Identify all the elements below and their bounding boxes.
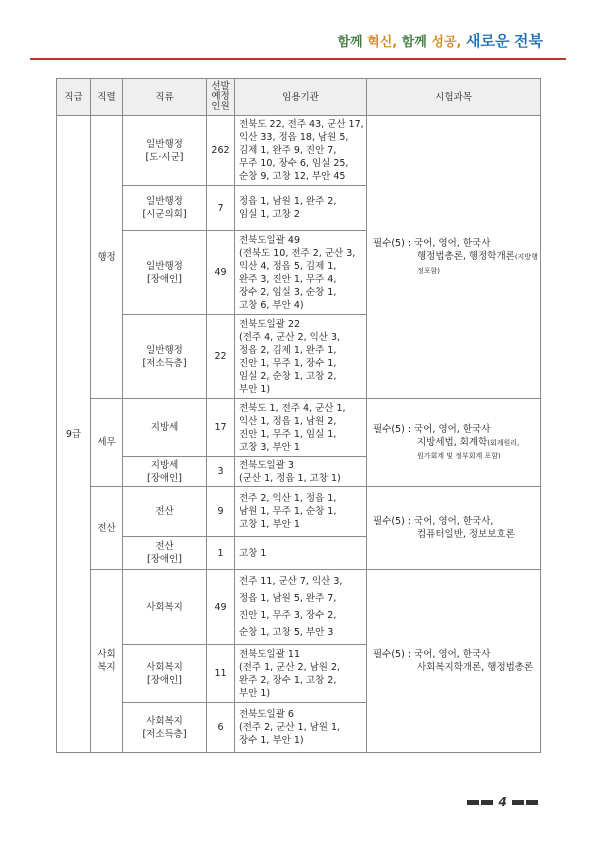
slogan-part: 성공,	[431, 35, 462, 50]
type-cell: 지방세	[123, 399, 207, 457]
count-cell: 49	[207, 231, 235, 315]
org-cell: 전북도일괄 3 (군산 1, 정읍 1, 고창 1)	[235, 457, 367, 487]
header-cell: 임용기관	[235, 79, 367, 116]
table-row	[57, 487, 541, 537]
subject-line: 필수(5) : 국어, 영어, 한국사,	[373, 516, 494, 527]
header-cell: 직렬	[91, 79, 123, 116]
subject-text: 지방세법, 회계학	[417, 436, 488, 448]
table-row	[57, 399, 541, 457]
type-cell: 지방세 [장애인]	[123, 457, 207, 487]
count-cell: 7	[207, 186, 235, 231]
count-cell: 3	[207, 457, 235, 487]
slogan-part: 전북	[514, 32, 543, 50]
header-cell: 직류	[123, 79, 207, 116]
subject-cell	[367, 399, 541, 487]
org-cell: 고창 1	[235, 537, 367, 570]
type-cell: 일반행정 [장애인]	[123, 231, 207, 315]
subject-note: 원가회계 및 정부회계 포함)	[417, 451, 501, 460]
footer-bar	[526, 800, 538, 805]
table-header-row	[57, 79, 541, 116]
slogan-part: 혁신,	[367, 35, 398, 50]
subject-line: 필수(5) : 국어, 영어, 한국사	[373, 649, 491, 660]
count-cell: 1	[207, 537, 235, 570]
footer-bar	[467, 800, 479, 805]
series-cell: 사회 복지	[91, 570, 123, 753]
table-row	[57, 116, 541, 186]
header-cell: 선발 예정 인원	[207, 79, 235, 116]
org-cell: 전북도일괄 6 (전주 2, 군산 1, 남원 1, 장수 1, 부안 1)	[235, 703, 367, 753]
count-cell: 9	[207, 487, 235, 537]
type-cell: 일반행정 [도·시군]	[123, 116, 207, 186]
subject-line: 필수(5) : 국어, 영어, 한국사	[373, 237, 491, 249]
series-cell: 전산	[91, 487, 123, 570]
page-footer	[466, 795, 539, 809]
count-cell: 22	[207, 315, 235, 399]
slogan-part: 함께	[401, 35, 427, 50]
subject-cell	[367, 570, 541, 753]
org-cell: 전북도일괄 49 (전북도 10, 전주 2, 군산 3, 익산 4, 정읍 5, 김제 1, 완주 3, 진안 1, 무주 4, 장수 2, 임실 3, 순창 1, 고창 6, 부안 4)	[235, 231, 367, 315]
subject-note: (지방행정포함)	[417, 252, 538, 275]
slogan-part: 새로운	[466, 32, 510, 50]
count-cell: 6	[207, 703, 235, 753]
subject-line: 필수(5) : 국어, 영어, 한국사	[373, 423, 491, 435]
org-cell: 전주 2, 익산 1, 정읍 1, 남원 1, 무주 1, 순창 1, 고창 1, 부안 1	[235, 487, 367, 537]
series-cell: 행정	[91, 116, 123, 399]
org-cell: 전북도일괄 11 (전주 1, 군산 2, 남원 2, 완주 2, 장수 1, 고창 2, 부안 1)	[235, 645, 367, 703]
series-cell: 세무	[91, 399, 123, 487]
subject-line	[373, 436, 538, 450]
org-cell: 정읍 1, 남원 1, 완주 2, 임실 1, 고창 2	[235, 186, 367, 231]
footer-bar	[481, 800, 493, 805]
org-cell: 전주 11, 군산 7, 익산 3, 정읍 1, 남원 5, 완주 7, 진안 1, 무주 3, 장수 2, 순창 1, 고창 5, 부안 3	[235, 570, 367, 645]
slogan	[338, 30, 544, 51]
type-cell: 사회복지	[123, 570, 207, 645]
slogan-part: 함께	[337, 35, 363, 50]
org-cell: 전북도 1, 전주 4, 군산 1, 익산 1, 정읍 1, 남원 2, 진안 1, 무주 1, 임실 1, 고창 3, 부안 1	[235, 399, 367, 457]
subject-note: (회계원리,	[487, 438, 520, 447]
page-number: 4	[498, 795, 507, 809]
type-cell: 사회복지 [저소득층]	[123, 703, 207, 753]
type-cell: 사회복지 [장애인]	[123, 645, 207, 703]
type-cell: 일반행정 [시군의회]	[123, 186, 207, 231]
subject-line: 사회복지학개론, 행정법총론	[417, 662, 534, 673]
count-cell: 17	[207, 399, 235, 457]
subject-cell	[367, 116, 541, 399]
count-cell: 262	[207, 116, 235, 186]
count-cell: 11	[207, 645, 235, 703]
subject-cell	[367, 487, 541, 570]
type-cell: 일반행정 [저소득층]	[123, 315, 207, 399]
type-cell: 전산	[123, 487, 207, 537]
org-cell: 전북도 22, 전주 43, 군산 17, 익산 33, 정읍 18, 남원 5, 김제 1, 완주 9, 진안 7, 무주 10, 장수 6, 임실 25, 순창 9, 고창 12, 부안 45	[235, 116, 367, 186]
subject-line	[373, 250, 538, 278]
subject-text: 행정법총론, 행정학개론	[417, 250, 515, 262]
header-divider	[30, 58, 566, 60]
header-cell: 직급	[57, 79, 91, 116]
table-row	[57, 570, 541, 645]
footer-bar	[512, 800, 524, 805]
header-cell: 시험과목	[367, 79, 541, 116]
org-cell: 전북도일괄 22 (전주 4, 군산 2, 익산 3, 정읍 2, 김제 1, 완주 1, 진안 1, 무주 1, 장수 1, 임실 2, 순창 1, 고창 2, 부안 1)	[235, 315, 367, 399]
count-cell: 49	[207, 570, 235, 645]
subject-line: 컴퓨터일반, 정보보호론	[417, 529, 515, 540]
recruitment-table	[56, 78, 541, 753]
type-cell: 전산 [장애인]	[123, 537, 207, 570]
grade-cell: 9급	[57, 116, 91, 753]
